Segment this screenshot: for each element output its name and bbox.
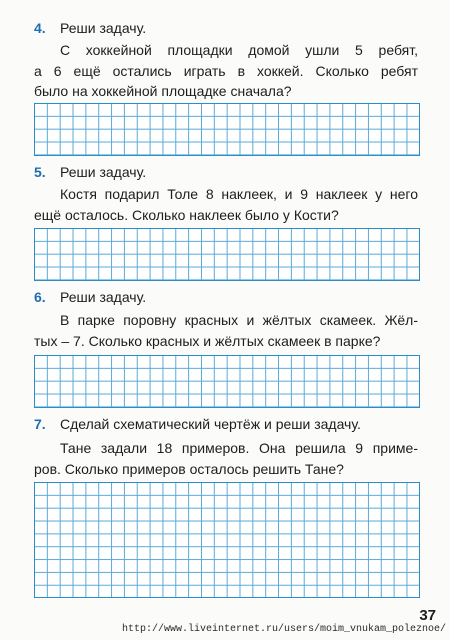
task-4-header: [34, 20, 146, 37]
task-4-answer-grid[interactable]: [34, 103, 420, 156]
task-title: Реши задачу.: [60, 164, 147, 180]
task-line: Костя подарил Толе 8 наклеек, и 9 наклеек у него: [60, 186, 418, 202]
task-line: В парке поровну красных и жёлтых скамеек. Жёл-: [60, 312, 418, 328]
task-7-header: [34, 416, 361, 433]
task-7-answer-grid[interactable]: [34, 482, 420, 598]
task-5-header: [34, 164, 146, 181]
task-6-text: [34, 310, 418, 351]
task-title: Реши задачу.: [60, 289, 147, 305]
task-5-answer-grid[interactable]: [34, 228, 420, 281]
task-title: Сделай схематический чертёж и реши задачу.: [60, 416, 361, 432]
task-title: Реши задачу.: [60, 20, 147, 36]
task-line: а 6 ещё остались играть в хоккей. Сколько ребят: [34, 62, 418, 79]
task-6-answer-grid[interactable]: [34, 355, 420, 408]
task-line: было на хоккейной площадке сначала?: [34, 83, 292, 99]
task-6-header: [34, 289, 146, 306]
task-line: ров. Сколько примеров осталось решить Тане?: [34, 460, 344, 477]
task-number: 5.: [34, 164, 46, 180]
task-number: 4.: [34, 20, 46, 36]
task-line: Тане задали 18 примеров. Она решила 9 приме-: [60, 440, 418, 456]
task-line: ещё осталось. Сколько наклеек было у Кости?: [34, 206, 339, 223]
task-4-text: [34, 40, 418, 102]
task-line: тых – 7. Сколько красных и жёлтых скамеек в парке?: [34, 332, 381, 349]
task-7-text: [34, 438, 418, 479]
page-number: 37: [419, 607, 436, 624]
task-number: 7.: [34, 416, 46, 432]
task-number: 6.: [34, 289, 46, 305]
task-5-text: [34, 184, 418, 225]
task-line: С хоккейной площадки домой ушли 5 ребят,: [60, 42, 418, 58]
watermark-url: http://www.liveinternet.ru/users/moim_vnukam_poleznoe/: [121, 624, 446, 635]
